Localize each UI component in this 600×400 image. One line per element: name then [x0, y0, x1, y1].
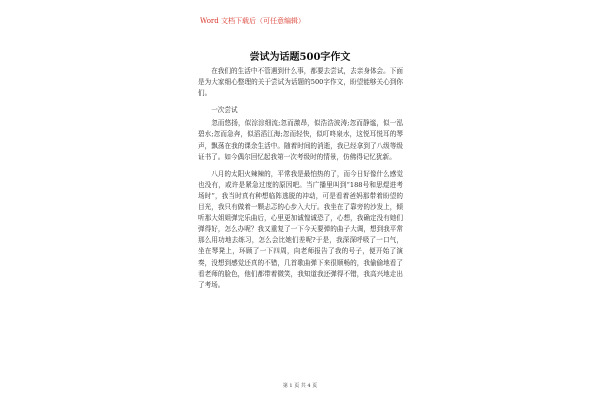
- page-number-footer: 第 1 页 共 4 页: [282, 383, 318, 389]
- document-watermark: Word 文档下载后（可任意编辑）: [200, 17, 305, 25]
- section-heading: 一次尝试: [211, 106, 238, 115]
- body-paragraph: 八月的太阳火辣辣的，平常我是最怕热的了，而今日好像什么感觉也没有，或许是紧急过度的原因吧。当广播里叫到“188号和思煜进考场时”，我当时真有种想临阵逃脱的冲动，可是看着爸妈那带着盼望的目光，我只有做着一颗忐忑的心步入大厅。我坐在了靠旁的沙发上，倾听那大姐姐弹完乐曲后，心里更加诚惶诚恐了，心想，我确定没有她们弹得好，怎么办呢？我又重复了一下今天要弹的曲子大调，想到我平常那么用功地去练习，怎么会比她们差呢?于是，我深深呼吸了一口气，坐在琴凳上，环顾了一下四周，向老师报告了我的号子，便开始了演奏，没想到感觉还真的不错，几首歌曲弹下来很顺畅的，我偷偷地看了看老师的脸色，他们都带着微笑，我知道我还弹得不错，我高兴地走出了考场。: [198, 169, 403, 289]
- intro-paragraph: 在我们的生活中不管遇到什么事，都要去尝试，去亲身体会。下面是为大家细心整理的关于尝试为话题的500字作文，盼望能够关心到你们。: [198, 67, 403, 98]
- document-body: [198, 66, 403, 297]
- page-title: 尝试为话题500字作文: [249, 52, 351, 63]
- body-paragraph: 忽而悠扬，似淙淙细流;忽而激昂，似浩浩波涛;忽而静谧，似一泓碧水;忽而急奔，似滔滔江海;忽而轻快，似叮咚泉水，这悦耳悦耳的琴声，飘荡在我的课余生活中。随着时间的消逝，我已经拿到了八级等级证书了。如今偶尔回忆起我第一次考级时的情景，仿佛得记忆犹新。: [198, 119, 403, 161]
